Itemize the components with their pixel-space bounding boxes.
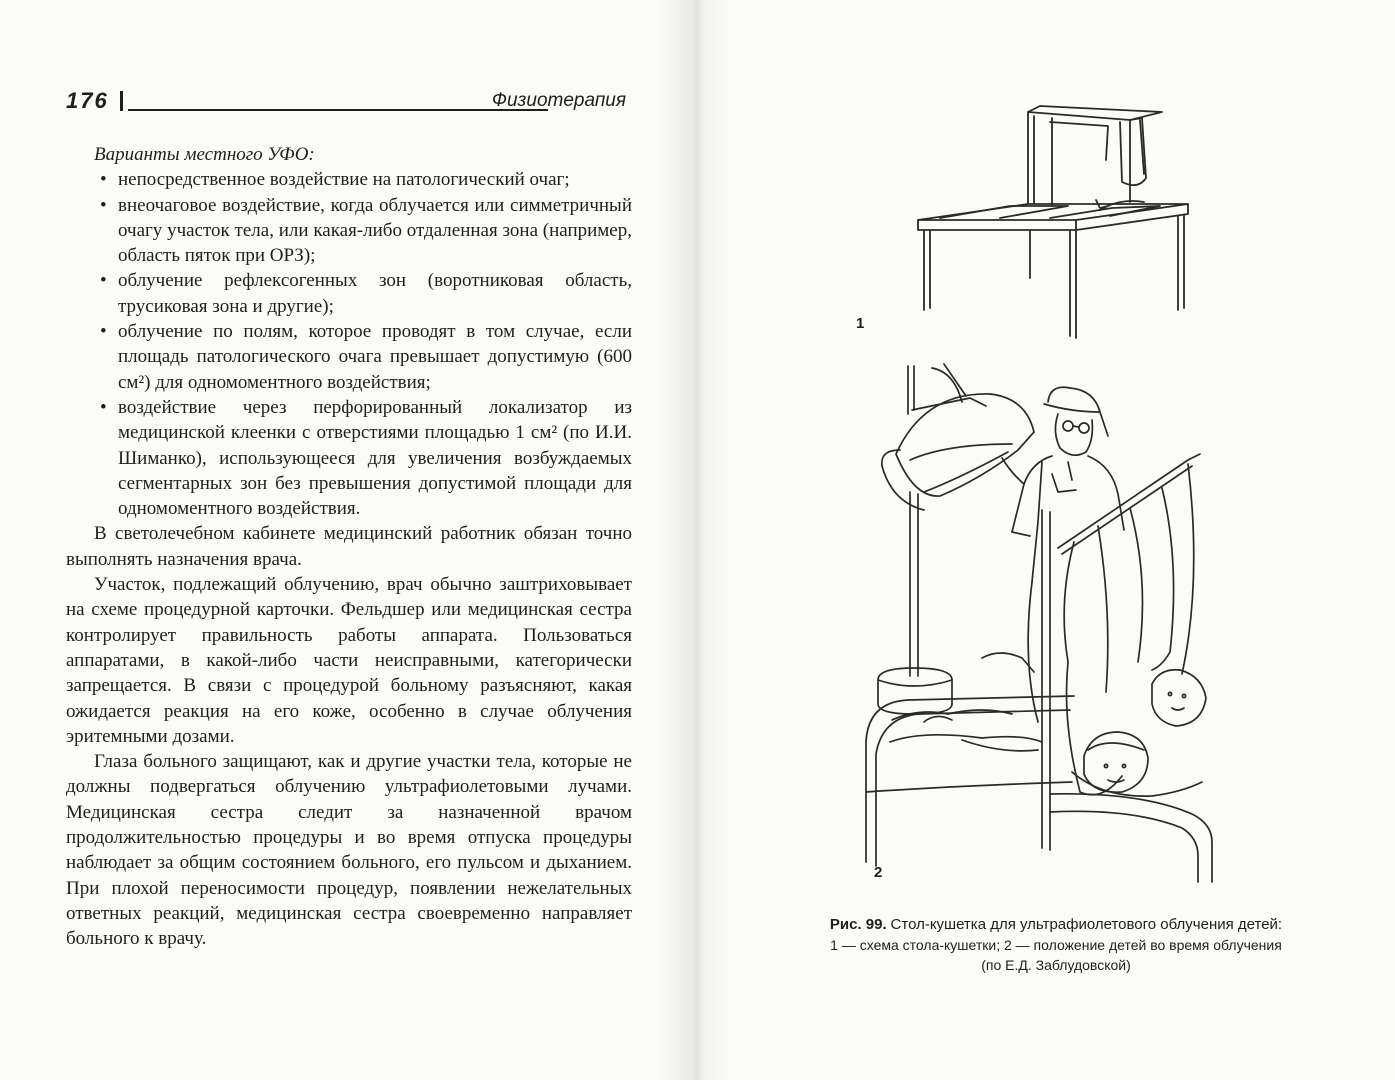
uv-lamp-children-illustration [862, 362, 1226, 890]
paragraph: В светолечебном кабинете медицинский работник обязан точно выполнять назначения врача. [66, 523, 632, 570]
list-item: • облучение по полям, которое проводят в том случае, если площадь патологического очага превышает допустимую (600 см²) для одномоментного воздействия; [66, 319, 632, 395]
list-item: • непосредственное воздействие на патологический очаг; [66, 167, 632, 192]
running-title: Физиотерапия [491, 90, 626, 111]
running-head [66, 88, 628, 114]
list-item: • внеочаговое воздействие, когда облучается или симметричный очагу участок тела, или какая-либо отдаленная зона (например, область пяток при ОРЗ); [66, 193, 632, 269]
left-page [0, 0, 690, 1080]
list-item: • облучение рефлексогенных зон (воротниковая область, трусиковая зона и другие); [66, 268, 632, 319]
subheading: Варианты местного УФО: [94, 144, 315, 165]
variants-list [66, 167, 632, 521]
header-rule [128, 109, 548, 111]
figure-caption [766, 914, 1346, 975]
caption-title: Стол-кушетка для ультрафиолетового облучения детей: [890, 916, 1283, 933]
caption-fig-number: Рис. 99. [829, 916, 887, 933]
list-item: • воздействие через перфорированный локализатор из медицинской клеенки с отверстиями площадью 1 см² (по И.И. Шиманко), использующееся для увеличения возбуждаемых сегментарных зон без превышения допустимой площади для одномоментного воздействия. [66, 395, 632, 521]
caption-line-3: (по Е.Д. Заблудовской) [981, 957, 1131, 973]
page-number: 176 [66, 88, 109, 113]
figure-label-1: 1 [856, 315, 865, 332]
caption-line-1 [766, 914, 1346, 935]
right-page [690, 0, 1395, 1080]
body-text [66, 142, 632, 952]
figure-label-2: 2 [874, 864, 883, 881]
couch-table-schematic [900, 98, 1210, 346]
page-number-bar [120, 91, 123, 111]
caption-line-2: 1 — схема стола-кушетки; 2 — положение детей во время облучения [830, 937, 1282, 953]
paragraph: Глаза больного защищают, как и другие участки тела, которые не должны подвергаться облучению ультрафиолетовыми лучами. Медицинская сестра следит за назначенной врачом продолжительностью процедуры и во время отпуска процедуры наблюдает за общим состоянием больного, его пульсом и дыханием. При плохой переносимости процедур, появлении нежелательных ответных реакций, медицинская сестра своевременно направляет больного к врачу. [66, 751, 632, 950]
paragraph: Участок, подлежащий облучению, врач обычно заштриховывает на схеме процедурной карточки. Фельдшер или медицинская сестра контролирует правильность работы аппарата. Пользоваться аппаратами, в какой-либо части неисправными, категорически запрещается. В связи с процедурой больному разъясняют, какая ожидается реакция на его коже, особенно в случае облучения эритемными дозами. [66, 574, 632, 747]
